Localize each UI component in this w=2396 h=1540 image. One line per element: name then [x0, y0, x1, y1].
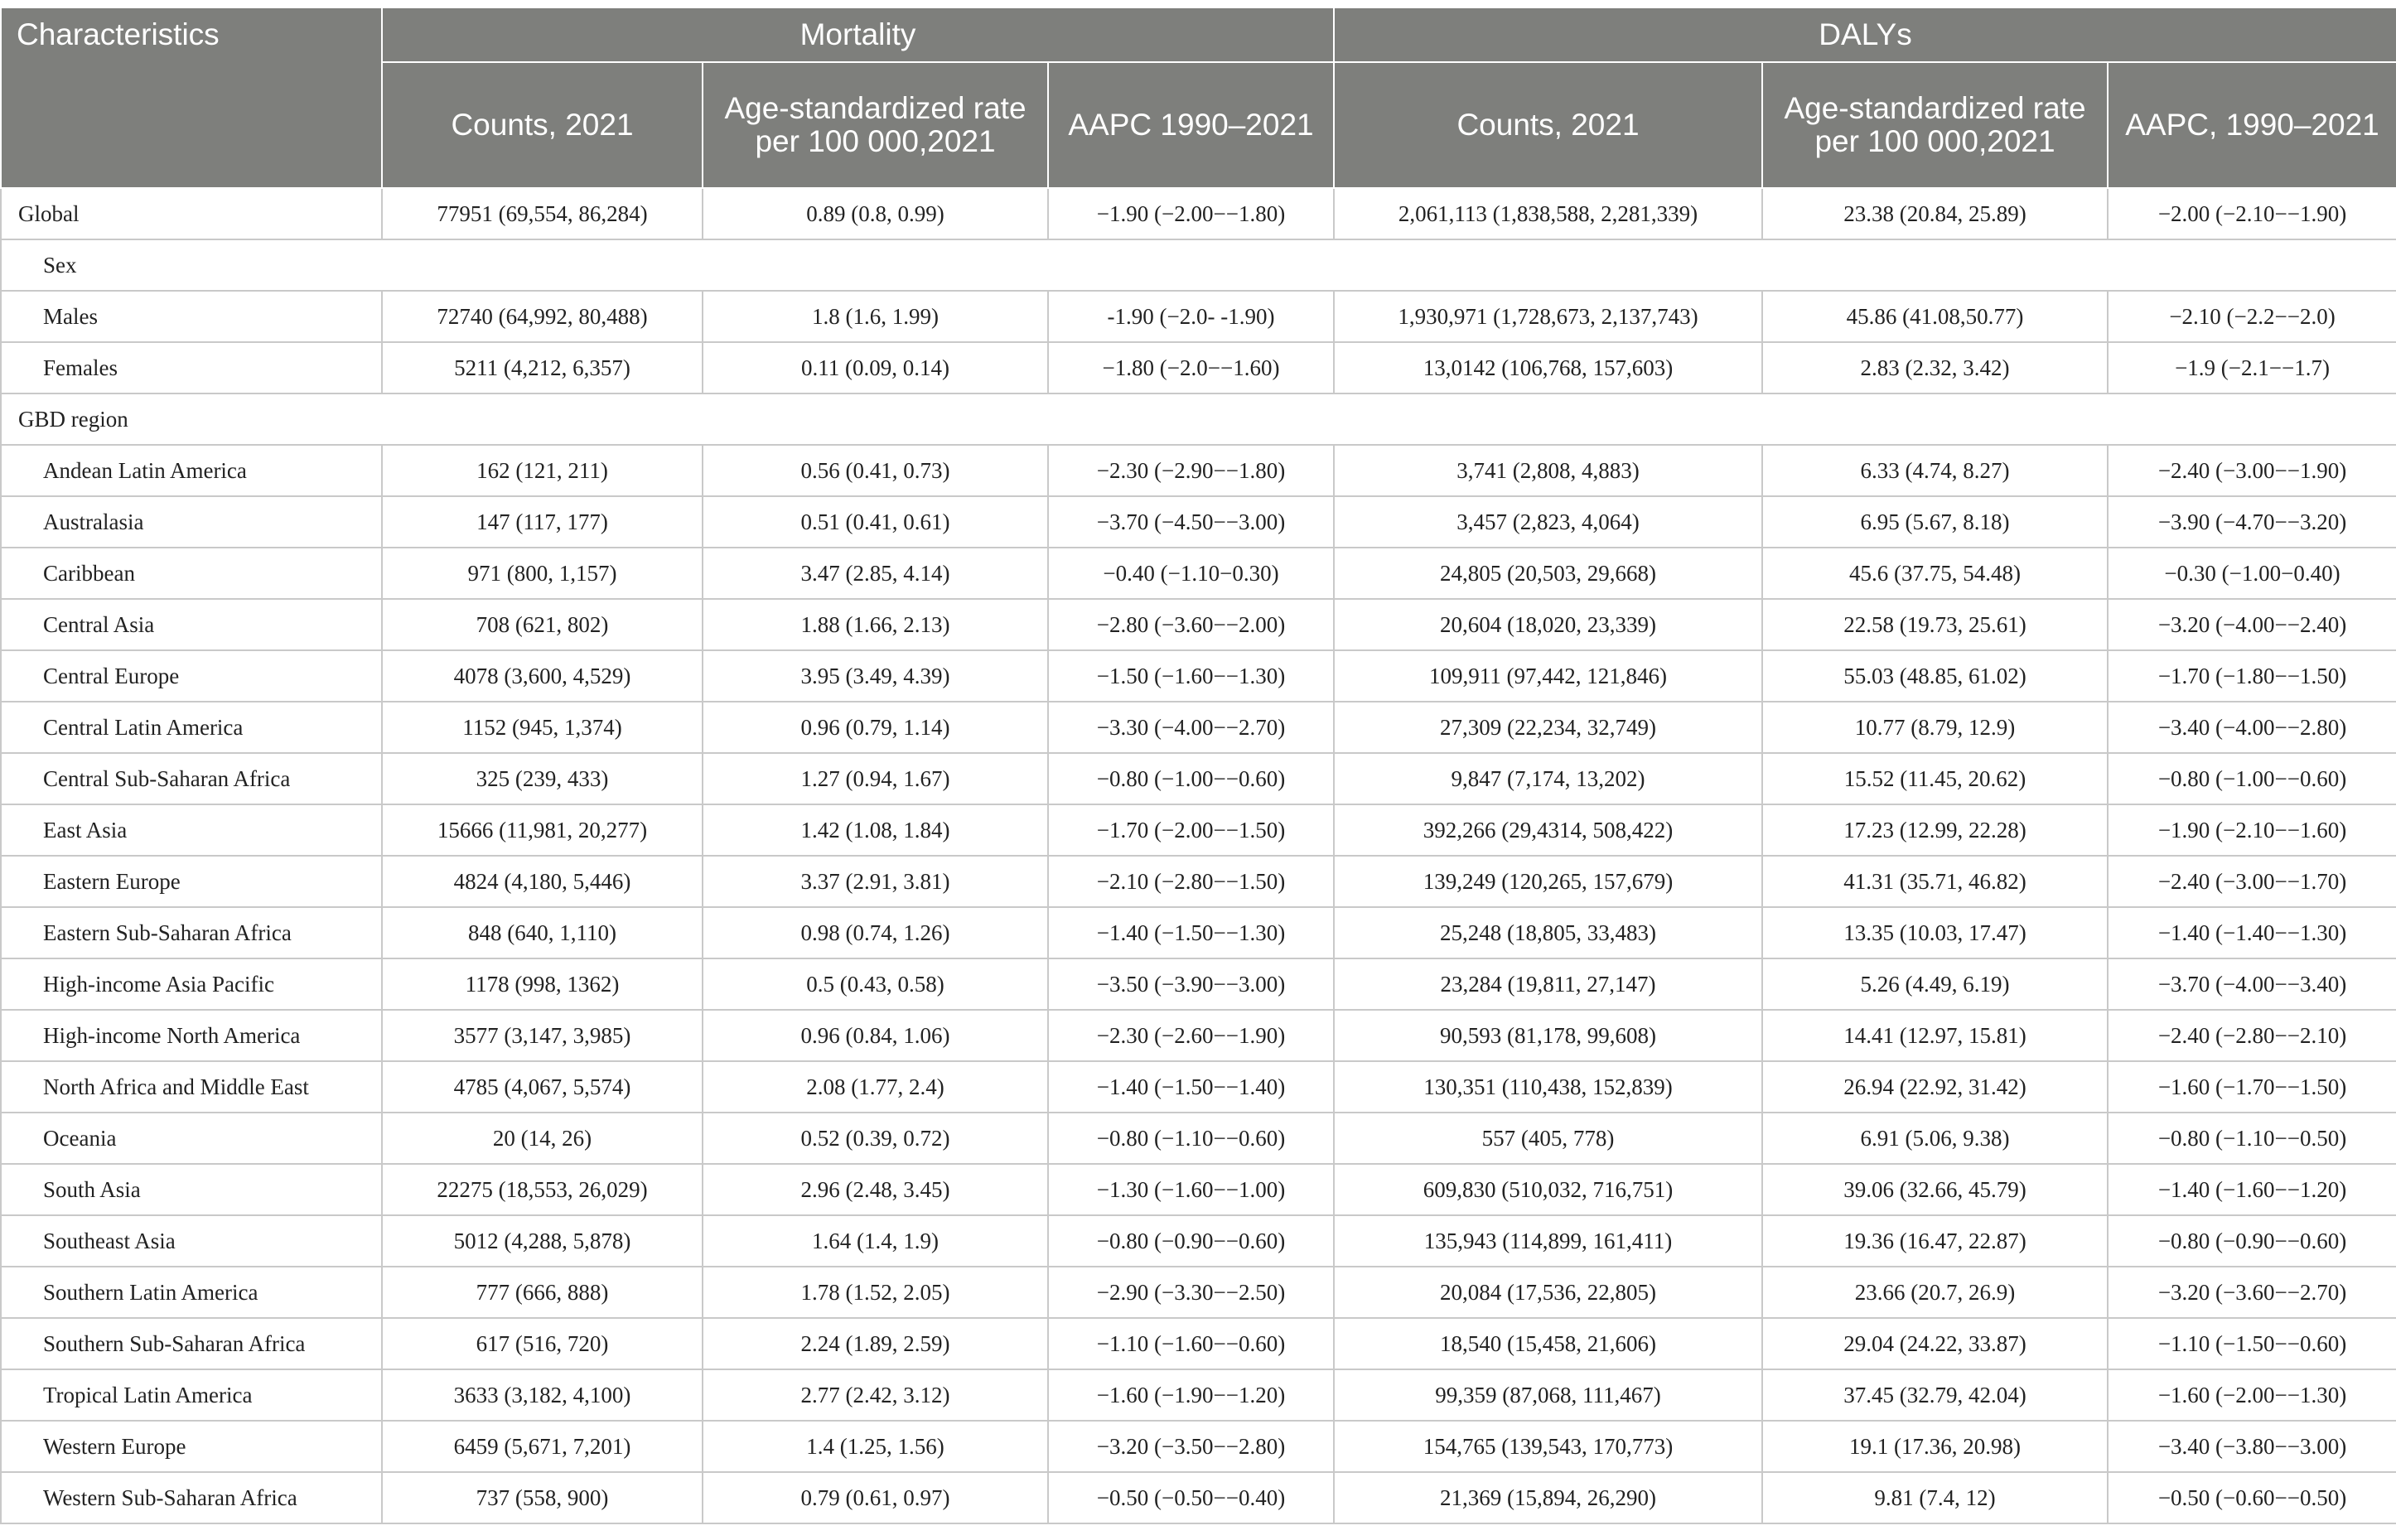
row-label: Central Sub-Saharan Africa	[1, 753, 382, 804]
table-cell: −2.10 (−2.2−−2.0)	[2108, 291, 2396, 342]
table-cell: 6.33 (4.74, 8.27)	[1762, 445, 2108, 496]
row-label: North Africa and Middle East	[1, 1061, 382, 1113]
table-cell: 9.81 (7.4, 12)	[1762, 1472, 2108, 1523]
table-cell: −3.20 (−3.50−−2.80)	[1048, 1421, 1334, 1472]
table-cell: 0.89 (0.8, 0.99)	[703, 188, 1048, 239]
table-cell: 1.8 (1.6, 1.99)	[703, 291, 1048, 342]
table-cell: −0.80 (−1.00−−0.60)	[1048, 753, 1334, 804]
table-cell: 77951 (69,554, 86,284)	[382, 188, 703, 239]
table-cell: −2.10 (−2.80−−1.50)	[1048, 856, 1334, 907]
table-cell: 5012 (4,288, 5,878)	[382, 1215, 703, 1267]
table-cell: 2.08 (1.77, 2.4)	[703, 1061, 1048, 1113]
table-cell: −1.30 (−1.60−−1.00)	[1048, 1164, 1334, 1215]
table-cell: 617 (516, 720)	[382, 1318, 703, 1369]
header-mortality-rate: Age-standardized rate per 100 000,2021	[703, 62, 1048, 188]
table-cell: 708 (621, 802)	[382, 599, 703, 650]
table-cell: 0.98 (0.74, 1.26)	[703, 907, 1048, 958]
row-label: Southeast Asia	[1, 1215, 382, 1267]
table-header	[1, 7, 2396, 188]
table-row	[1, 1472, 2396, 1523]
table-row	[1, 1267, 2396, 1318]
header-dalys-counts: Counts, 2021	[1334, 62, 1762, 188]
table-row	[1, 1421, 2396, 1472]
table-cell: 20 (14, 26)	[382, 1113, 703, 1164]
table-cell: −0.80 (−1.10−−0.60)	[1048, 1113, 1334, 1164]
table-cell: −0.50 (−0.60−−0.50)	[2108, 1472, 2396, 1523]
table-row	[1, 907, 2396, 958]
table-cell: 13,0142 (106,768, 157,603)	[1334, 342, 1762, 393]
table-cell: 10.77 (8.79, 12.9)	[1762, 702, 2108, 753]
group-label: Sex	[1, 239, 2396, 291]
table-cell: 6.91 (5.06, 9.38)	[1762, 1113, 2108, 1164]
table-cell: 29.04 (24.22, 33.87)	[1762, 1318, 2108, 1369]
table-cell: 27,309 (22,234, 32,749)	[1334, 702, 1762, 753]
table-cell: 135,943 (114,899, 161,411)	[1334, 1215, 1762, 1267]
table-cell: −1.40 (−1.60−−1.20)	[2108, 1164, 2396, 1215]
table-cell: 55.03 (48.85, 61.02)	[1762, 650, 2108, 702]
table-cell: 24,805 (20,503, 29,668)	[1334, 548, 1762, 599]
table-cell: −1.70 (−2.00−−1.50)	[1048, 804, 1334, 856]
row-label: Eastern Sub-Saharan Africa	[1, 907, 382, 958]
table-cell: 0.96 (0.79, 1.14)	[703, 702, 1048, 753]
table-cell: −2.30 (−2.90−−1.80)	[1048, 445, 1334, 496]
row-label: Western Europe	[1, 1421, 382, 1472]
table-cell: 3.37 (2.91, 3.81)	[703, 856, 1048, 907]
header-characteristics: Characteristics	[1, 7, 382, 188]
table-cell: 609,830 (510,032, 716,751)	[1334, 1164, 1762, 1215]
table-cell: 22.58 (19.73, 25.61)	[1762, 599, 2108, 650]
table-cell: −3.40 (−4.00−−2.80)	[2108, 702, 2396, 753]
table-cell: 971 (800, 1,157)	[382, 548, 703, 599]
group-label: GBD region	[1, 393, 2396, 445]
table-cell: −3.70 (−4.50−−3.00)	[1048, 496, 1334, 548]
table-cell: 13.35 (10.03, 17.47)	[1762, 907, 2108, 958]
row-label: Females	[1, 342, 382, 393]
row-label: Southern Latin America	[1, 1267, 382, 1318]
header-dalys-rate: Age-standardized rate per 100 000,2021	[1762, 62, 2108, 188]
row-label: South Asia	[1, 1164, 382, 1215]
table-cell: 37.45 (32.79, 42.04)	[1762, 1369, 2108, 1421]
row-label: East Asia	[1, 804, 382, 856]
table-cell: −1.80 (−2.0−−1.60)	[1048, 342, 1334, 393]
table-cell: 737 (558, 900)	[382, 1472, 703, 1523]
table-row	[1, 1369, 2396, 1421]
row-label: Central Latin America	[1, 702, 382, 753]
table-row	[1, 1318, 2396, 1369]
table-cell: −3.30 (−4.00−−2.70)	[1048, 702, 1334, 753]
table-cell: 21,369 (15,894, 26,290)	[1334, 1472, 1762, 1523]
table-cell: 2,061,113 (1,838,588, 2,281,339)	[1334, 188, 1762, 239]
table-cell: 3577 (3,147, 3,985)	[382, 1010, 703, 1061]
table-row	[1, 753, 2396, 804]
table-cell: −2.00 (−2.10−−1.90)	[2108, 188, 2396, 239]
row-label: Southern Sub-Saharan Africa	[1, 1318, 382, 1369]
table-row	[1, 804, 2396, 856]
table-cell: 1.42 (1.08, 1.84)	[703, 804, 1048, 856]
row-label: Caribbean	[1, 548, 382, 599]
table-cell: 15666 (11,981, 20,277)	[382, 804, 703, 856]
table-row	[1, 1061, 2396, 1113]
table-cell: 3.47 (2.85, 4.14)	[703, 548, 1048, 599]
table-cell: 3,741 (2,808, 4,883)	[1334, 445, 1762, 496]
table-cell: −1.60 (−2.00−−1.30)	[2108, 1369, 2396, 1421]
table-cell: 0.51 (0.41, 0.61)	[703, 496, 1048, 548]
table-cell: 14.41 (12.97, 15.81)	[1762, 1010, 2108, 1061]
table-cell: −0.40 (−1.10−0.30)	[1048, 548, 1334, 599]
table-row	[1, 1113, 2396, 1164]
table-row	[1, 702, 2396, 753]
table-cell: 41.31 (35.71, 46.82)	[1762, 856, 2108, 907]
table-cell: 2.24 (1.89, 2.59)	[703, 1318, 1048, 1369]
table-row	[1, 342, 2396, 393]
row-label: Australasia	[1, 496, 382, 548]
table-cell: 22275 (18,553, 26,029)	[382, 1164, 703, 1215]
table-cell: −1.9 (−2.1−−1.7)	[2108, 342, 2396, 393]
row-label: Andean Latin America	[1, 445, 382, 496]
table-cell: 2.83 (2.32, 3.42)	[1762, 342, 2108, 393]
table-row	[1, 445, 2396, 496]
table-row	[1, 599, 2396, 650]
table-cell: 1.88 (1.66, 2.13)	[703, 599, 1048, 650]
table-cell: −2.90 (−3.30−−2.50)	[1048, 1267, 1334, 1318]
table-cell: 20,604 (18,020, 23,339)	[1334, 599, 1762, 650]
table-cell: 1.4 (1.25, 1.56)	[703, 1421, 1048, 1472]
table-cell: 72740 (64,992, 80,488)	[382, 291, 703, 342]
table-cell: 1.27 (0.94, 1.67)	[703, 753, 1048, 804]
table-cell: −1.90 (−2.00−−1.80)	[1048, 188, 1334, 239]
table-cell: −3.40 (−3.80−−3.00)	[2108, 1421, 2396, 1472]
group-row	[1, 239, 2396, 291]
table-cell: −0.30 (−1.00−0.40)	[2108, 548, 2396, 599]
table-cell: -1.90 (−2.0- -1.90)	[1048, 291, 1334, 342]
row-label: High-income Asia Pacific	[1, 958, 382, 1010]
table-cell: −2.40 (−3.00−−1.90)	[2108, 445, 2396, 496]
table-row	[1, 291, 2396, 342]
table-cell: −1.60 (−1.70−−1.50)	[2108, 1061, 2396, 1113]
table-cell: 6.95 (5.67, 8.18)	[1762, 496, 2108, 548]
table-cell: 848 (640, 1,110)	[382, 907, 703, 958]
table-cell: 130,351 (110,438, 152,839)	[1334, 1061, 1762, 1113]
data-table	[0, 7, 2396, 1524]
table-cell: 162 (121, 211)	[382, 445, 703, 496]
group-row	[1, 393, 2396, 445]
table-cell: 23.38 (20.84, 25.89)	[1762, 188, 2108, 239]
table-cell: −2.80 (−3.60−−2.00)	[1048, 599, 1334, 650]
row-label: Global	[1, 188, 382, 239]
table-cell: 109,911 (97,442, 121,846)	[1334, 650, 1762, 702]
table-cell: 25,248 (18,805, 33,483)	[1334, 907, 1762, 958]
table-cell: −3.70 (−4.00−−3.40)	[2108, 958, 2396, 1010]
table-cell: 0.5 (0.43, 0.58)	[703, 958, 1048, 1010]
table-cell: 99,359 (87,068, 111,467)	[1334, 1369, 1762, 1421]
table-cell: 19.1 (17.36, 20.98)	[1762, 1421, 2108, 1472]
table-cell: −1.90 (−2.10−−1.60)	[2108, 804, 2396, 856]
table-cell: 3633 (3,182, 4,100)	[382, 1369, 703, 1421]
table-cell: 3.95 (3.49, 4.39)	[703, 650, 1048, 702]
row-label: Central Asia	[1, 599, 382, 650]
row-label: Oceania	[1, 1113, 382, 1164]
table-cell: 4785 (4,067, 5,574)	[382, 1061, 703, 1113]
table-cell: 0.79 (0.61, 0.97)	[703, 1472, 1048, 1523]
table-cell: 0.11 (0.09, 0.14)	[703, 342, 1048, 393]
table-cell: 4824 (4,180, 5,446)	[382, 856, 703, 907]
table-cell: 6459 (5,671, 7,201)	[382, 1421, 703, 1472]
table-cell: 392,266 (29,4314, 508,422)	[1334, 804, 1762, 856]
table-cell: 26.94 (22.92, 31.42)	[1762, 1061, 2108, 1113]
table-cell: 45.86 (41.08,50.77)	[1762, 291, 2108, 342]
table-cell: 90,593 (81,178, 99,608)	[1334, 1010, 1762, 1061]
table-cell: 9,847 (7,174, 13,202)	[1334, 753, 1762, 804]
header-dalys-aapc: AAPC, 1990–2021	[2108, 62, 2396, 188]
table-cell: 0.56 (0.41, 0.73)	[703, 445, 1048, 496]
table-cell: 147 (117, 177)	[382, 496, 703, 548]
table-row	[1, 548, 2396, 599]
table-row	[1, 1164, 2396, 1215]
table-cell: −2.40 (−3.00−−1.70)	[2108, 856, 2396, 907]
table-cell: −1.50 (−1.60−−1.30)	[1048, 650, 1334, 702]
table-cell: 23,284 (19,811, 27,147)	[1334, 958, 1762, 1010]
table-cell: −0.50 (−0.50−−0.40)	[1048, 1472, 1334, 1523]
table-cell: 18,540 (15,458, 21,606)	[1334, 1318, 1762, 1369]
table-cell: 23.66 (20.7, 26.9)	[1762, 1267, 2108, 1318]
table-cell: −1.60 (−1.90−−1.20)	[1048, 1369, 1334, 1421]
table-cell: −0.80 (−1.10−−0.50)	[2108, 1113, 2396, 1164]
table-cell: 20,084 (17,536, 22,805)	[1334, 1267, 1762, 1318]
table-row	[1, 650, 2396, 702]
table-cell: 1152 (945, 1,374)	[382, 702, 703, 753]
table-cell: 5.26 (4.49, 6.19)	[1762, 958, 2108, 1010]
row-label: High-income North America	[1, 1010, 382, 1061]
table-cell: −1.40 (−1.50−−1.40)	[1048, 1061, 1334, 1113]
table-cell: 557 (405, 778)	[1334, 1113, 1762, 1164]
table-cell: 1.64 (1.4, 1.9)	[703, 1215, 1048, 1267]
row-label: Eastern Europe	[1, 856, 382, 907]
table-cell: −0.80 (−0.90−−0.60)	[2108, 1215, 2396, 1267]
table-cell: −3.20 (−3.60−−2.70)	[2108, 1267, 2396, 1318]
table-cell: −2.30 (−2.60−−1.90)	[1048, 1010, 1334, 1061]
table-cell: 777 (666, 888)	[382, 1267, 703, 1318]
table-cell: 4078 (3,600, 4,529)	[382, 650, 703, 702]
table-cell: 325 (239, 433)	[382, 753, 703, 804]
table-cell: 1178 (998, 1362)	[382, 958, 703, 1010]
table-row	[1, 856, 2396, 907]
table-cell: −3.50 (−3.90−−3.00)	[1048, 958, 1334, 1010]
header-mortality-aapc: AAPC 1990–2021	[1048, 62, 1334, 188]
table-cell: 3,457 (2,823, 4,064)	[1334, 496, 1762, 548]
table-cell: 2.96 (2.48, 3.45)	[703, 1164, 1048, 1215]
table-row	[1, 1010, 2396, 1061]
table-row	[1, 496, 2396, 548]
header-mortality-counts: Counts, 2021	[382, 62, 703, 188]
table-cell: 154,765 (139,543, 170,773)	[1334, 1421, 1762, 1472]
row-label: Central Europe	[1, 650, 382, 702]
table-cell: −0.80 (−1.00−−0.60)	[2108, 753, 2396, 804]
table-cell: −3.20 (−4.00−−2.40)	[2108, 599, 2396, 650]
row-label: Males	[1, 291, 382, 342]
table-cell: 139,249 (120,265, 157,679)	[1334, 856, 1762, 907]
table-cell: 0.52 (0.39, 0.72)	[703, 1113, 1048, 1164]
table-cell: −1.70 (−1.80−−1.50)	[2108, 650, 2396, 702]
table-cell: 5211 (4,212, 6,357)	[382, 342, 703, 393]
table-cell: 1,930,971 (1,728,673, 2,137,743)	[1334, 291, 1762, 342]
table-cell: 39.06 (32.66, 45.79)	[1762, 1164, 2108, 1215]
table-cell: −1.10 (−1.50−−0.60)	[2108, 1318, 2396, 1369]
table-cell: −1.10 (−1.60−−0.60)	[1048, 1318, 1334, 1369]
header-dalys: DALYs	[1334, 7, 2396, 62]
table-row	[1, 1215, 2396, 1267]
table-cell: 19.36 (16.47, 22.87)	[1762, 1215, 2108, 1267]
table-cell: 45.6 (37.75, 54.48)	[1762, 548, 2108, 599]
table-cell: −0.80 (−0.90−−0.60)	[1048, 1215, 1334, 1267]
table-cell: −1.40 (−1.50−−1.30)	[1048, 907, 1334, 958]
table-row	[1, 188, 2396, 239]
table-cell: 1.78 (1.52, 2.05)	[703, 1267, 1048, 1318]
table-cell: 17.23 (12.99, 22.28)	[1762, 804, 2108, 856]
header-mortality: Mortality	[382, 7, 1334, 62]
table-cell: −2.40 (−2.80−−2.10)	[2108, 1010, 2396, 1061]
table-body	[1, 188, 2396, 1523]
row-label: Western Sub-Saharan Africa	[1, 1472, 382, 1523]
table-cell: −1.40 (−1.40−−1.30)	[2108, 907, 2396, 958]
table-cell: 15.52 (11.45, 20.62)	[1762, 753, 2108, 804]
row-label: Tropical Latin America	[1, 1369, 382, 1421]
table-row	[1, 958, 2396, 1010]
table-cell: 0.96 (0.84, 1.06)	[703, 1010, 1048, 1061]
table-cell: −3.90 (−4.70−−3.20)	[2108, 496, 2396, 548]
table-cell: 2.77 (2.42, 3.12)	[703, 1369, 1048, 1421]
